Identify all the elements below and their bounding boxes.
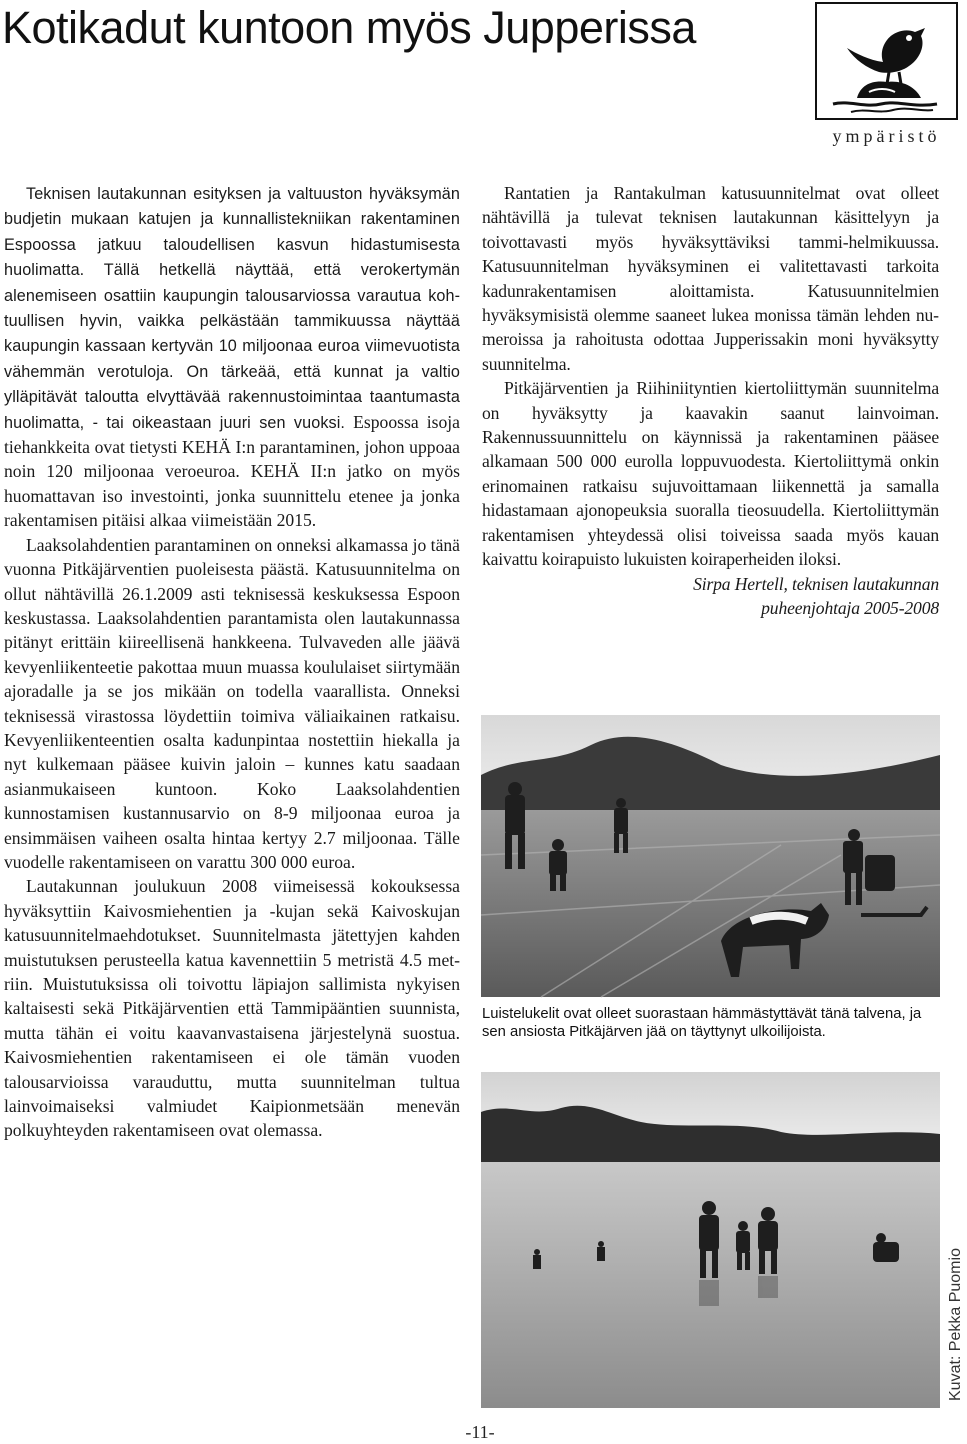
left-paragraph-3: Lautakunnan joulukuun 2008 viimeisessä kokouksessa hyväksyttiin Kaivosmiehentien ja -kujan sekä Kaivoskujan katusuunnitelmaehdotukset. Suunnitelmasta jätettyjen kahden muistutuksen perusteella katua kavennettiin 5 metristä 4.5 metriin. Muistutuksissa oli toivottu läpiajon sallimista nykyisen kaltaisesti sekä Pitkäjärventien että Tammipääntien suunnista, mutta tähän ei voitu kaavanvastaisena järjestelynä suostua. Kaivosmiehentien rakentamiseen ei ole tämän vuoden talousarvioissa varauduttu, mutta suunnitelman tultua lainvoimaiseksi valmiudet Kaipionmetsään menevän polkuyhteyden rakentamiseen ovat olemassa. [4,876,460,1141]
left-paragraph-2: Laaksolahdentien parantaminen on onneksi alkamassa jo tänä vuonna Pitkäjärventien puoleisesta päästä. Katusuunnitelma on ollut nähtävillä 26.1.2009 asti teknisessä keskuksessa Espoon keskustassa. Laaksolahdentien parantamista olen lautakunnassa pitänyt erittäin kiireellisenä hankkeena. Tulvaveden alle jäävä kevyenliikenteetie pakottaa muun muassa koululaiset siirtymään ajoradalle ja se jos mikään on todella vaarallista. Onneksi teknisessä virastossa löydettiin toimiva väliaikainen ratkaisu. Kevyenliikenteentien osalta kadunpintaa nostettiin hiekalla ja nyt kulkemaan pääsee kuivin jaloin – kunnes katu saadaan asianmukaiseen kuntoon. Koko Laaksolahdentien kunnostamisen kustannusarvio on 8-9 miljoonaa euroa ja ensimmäisen vaiheen osalta hintaa kertyy 2.7 miljoonaa. Tälle vuodelle rakentamiseen on varattu 300 000 euroa. [4,534,460,872]
left-paragraph-1 [4,181,460,533]
right-column [482,181,939,620]
left-paragraph-1-sans-part: Teknisen lautakunnan esityksen ja valtuuston hyväksymän budjetin mukaan katujen ja kunnallistekniikan rakentaminen Espoossa jatkuu taloudellisen kasvun hidastumisesta huolimatta. Tällä hetkellä näyttää, että verokertymän alenemiseen osattiin kaupungin talousarviossa varautua kohtuullisen hyvin, vaikka pelkästään tammikuussa näyttää kaupungin kassaan kertyvän 10 miljoonaa euroa viimevuotista vähemmän verotuloja. On tärkeää, että kunnat ja valtio ylläpitävät taloutta elvyttävää rakennustoimintaa taantumasta huolimatta, - tai oikeastaan juuri sen vuoksi. [4,185,460,432]
photo-caption: Luistelukelit ovat olleet suorastaan hämmästyttävät tänä talvena, ja sen ansiosta Pitkäjärven jää on täyttynyt ulkoilijoista. [482,1006,922,1040]
page-number: -11- [465,1422,495,1442]
left-column [4,181,460,1143]
signature-line-1: Sirpa Hertell, teknisen lautakunnan [693,573,939,594]
signature-line-2: puheenjohtaja 2005-2008 [761,597,939,618]
article-title: Kotikadut kuntoon myös Jupperissa [2,2,696,53]
ymparisto-logo [815,2,958,120]
right-paragraph-2: Pitkäjärventien ja Riihiniityntien kiertoliittymän suunnitelma on hyväksytty ja kaavakin saanut lainvoiman. Rakennussuunnittelu on käynnissä ja rakentaminen pääsee alkamaan 500 000 eurolla loppuvuodesta. Kiertoliittymä onkin erinomainen ratkaisu sujuvoittamaan liikennettä ja samalla hidastamaan ajonopeuksia suoralla tieosuudella. Kiertoliittymän rakentamisen yhteydessä olisi toiveissa saada myös kauan kaivattu koirapuisto lukuisten koiraperheiden iloksi. [482,378,939,570]
photo-skaters-with-dog [481,715,940,997]
left-paragraph-1-serif-part: Espoossa isoja tiehankkeita ovat tietysti KEHÄ I:n parantaminen, johon uppoaa noin 120 miljoonaa veroeuroa. KEHÄ II:n jatko on myös huomattavan iso investointi, jonka suunnittelu etenee ja jonka rakentamisen pitäisi alkaa viimeistään 2015. [4,411,460,531]
right-paragraph-1: Rantatien ja Rantakulman katusuunnitelmat ovat olleet nähtävillä ja tulevat teknisen lautakunnan käsittelyyn ja toivottavasti myös hyväksyttäviksi tammi-helmikuussa. Katusuunnitelman hyväksyminen ei valitettavasti tarkoita kadunrakentamisen aloittamista. Katusuunnitelmien hyväksymisistä olemme saaneet lukea monissa tämän lehden numeroissa ja rahoitusta odottaa Jupperissakin moni hyväksytty suunnitelma. [482,183,939,374]
bird-on-rock-icon [817,4,956,118]
photo-credit: Kuvat: Pekka Puomio [947,1248,964,1401]
photo-skaters-on-lake [481,1072,940,1408]
logo-text: ympäristö [832,126,941,146]
author-signature [482,572,939,621]
